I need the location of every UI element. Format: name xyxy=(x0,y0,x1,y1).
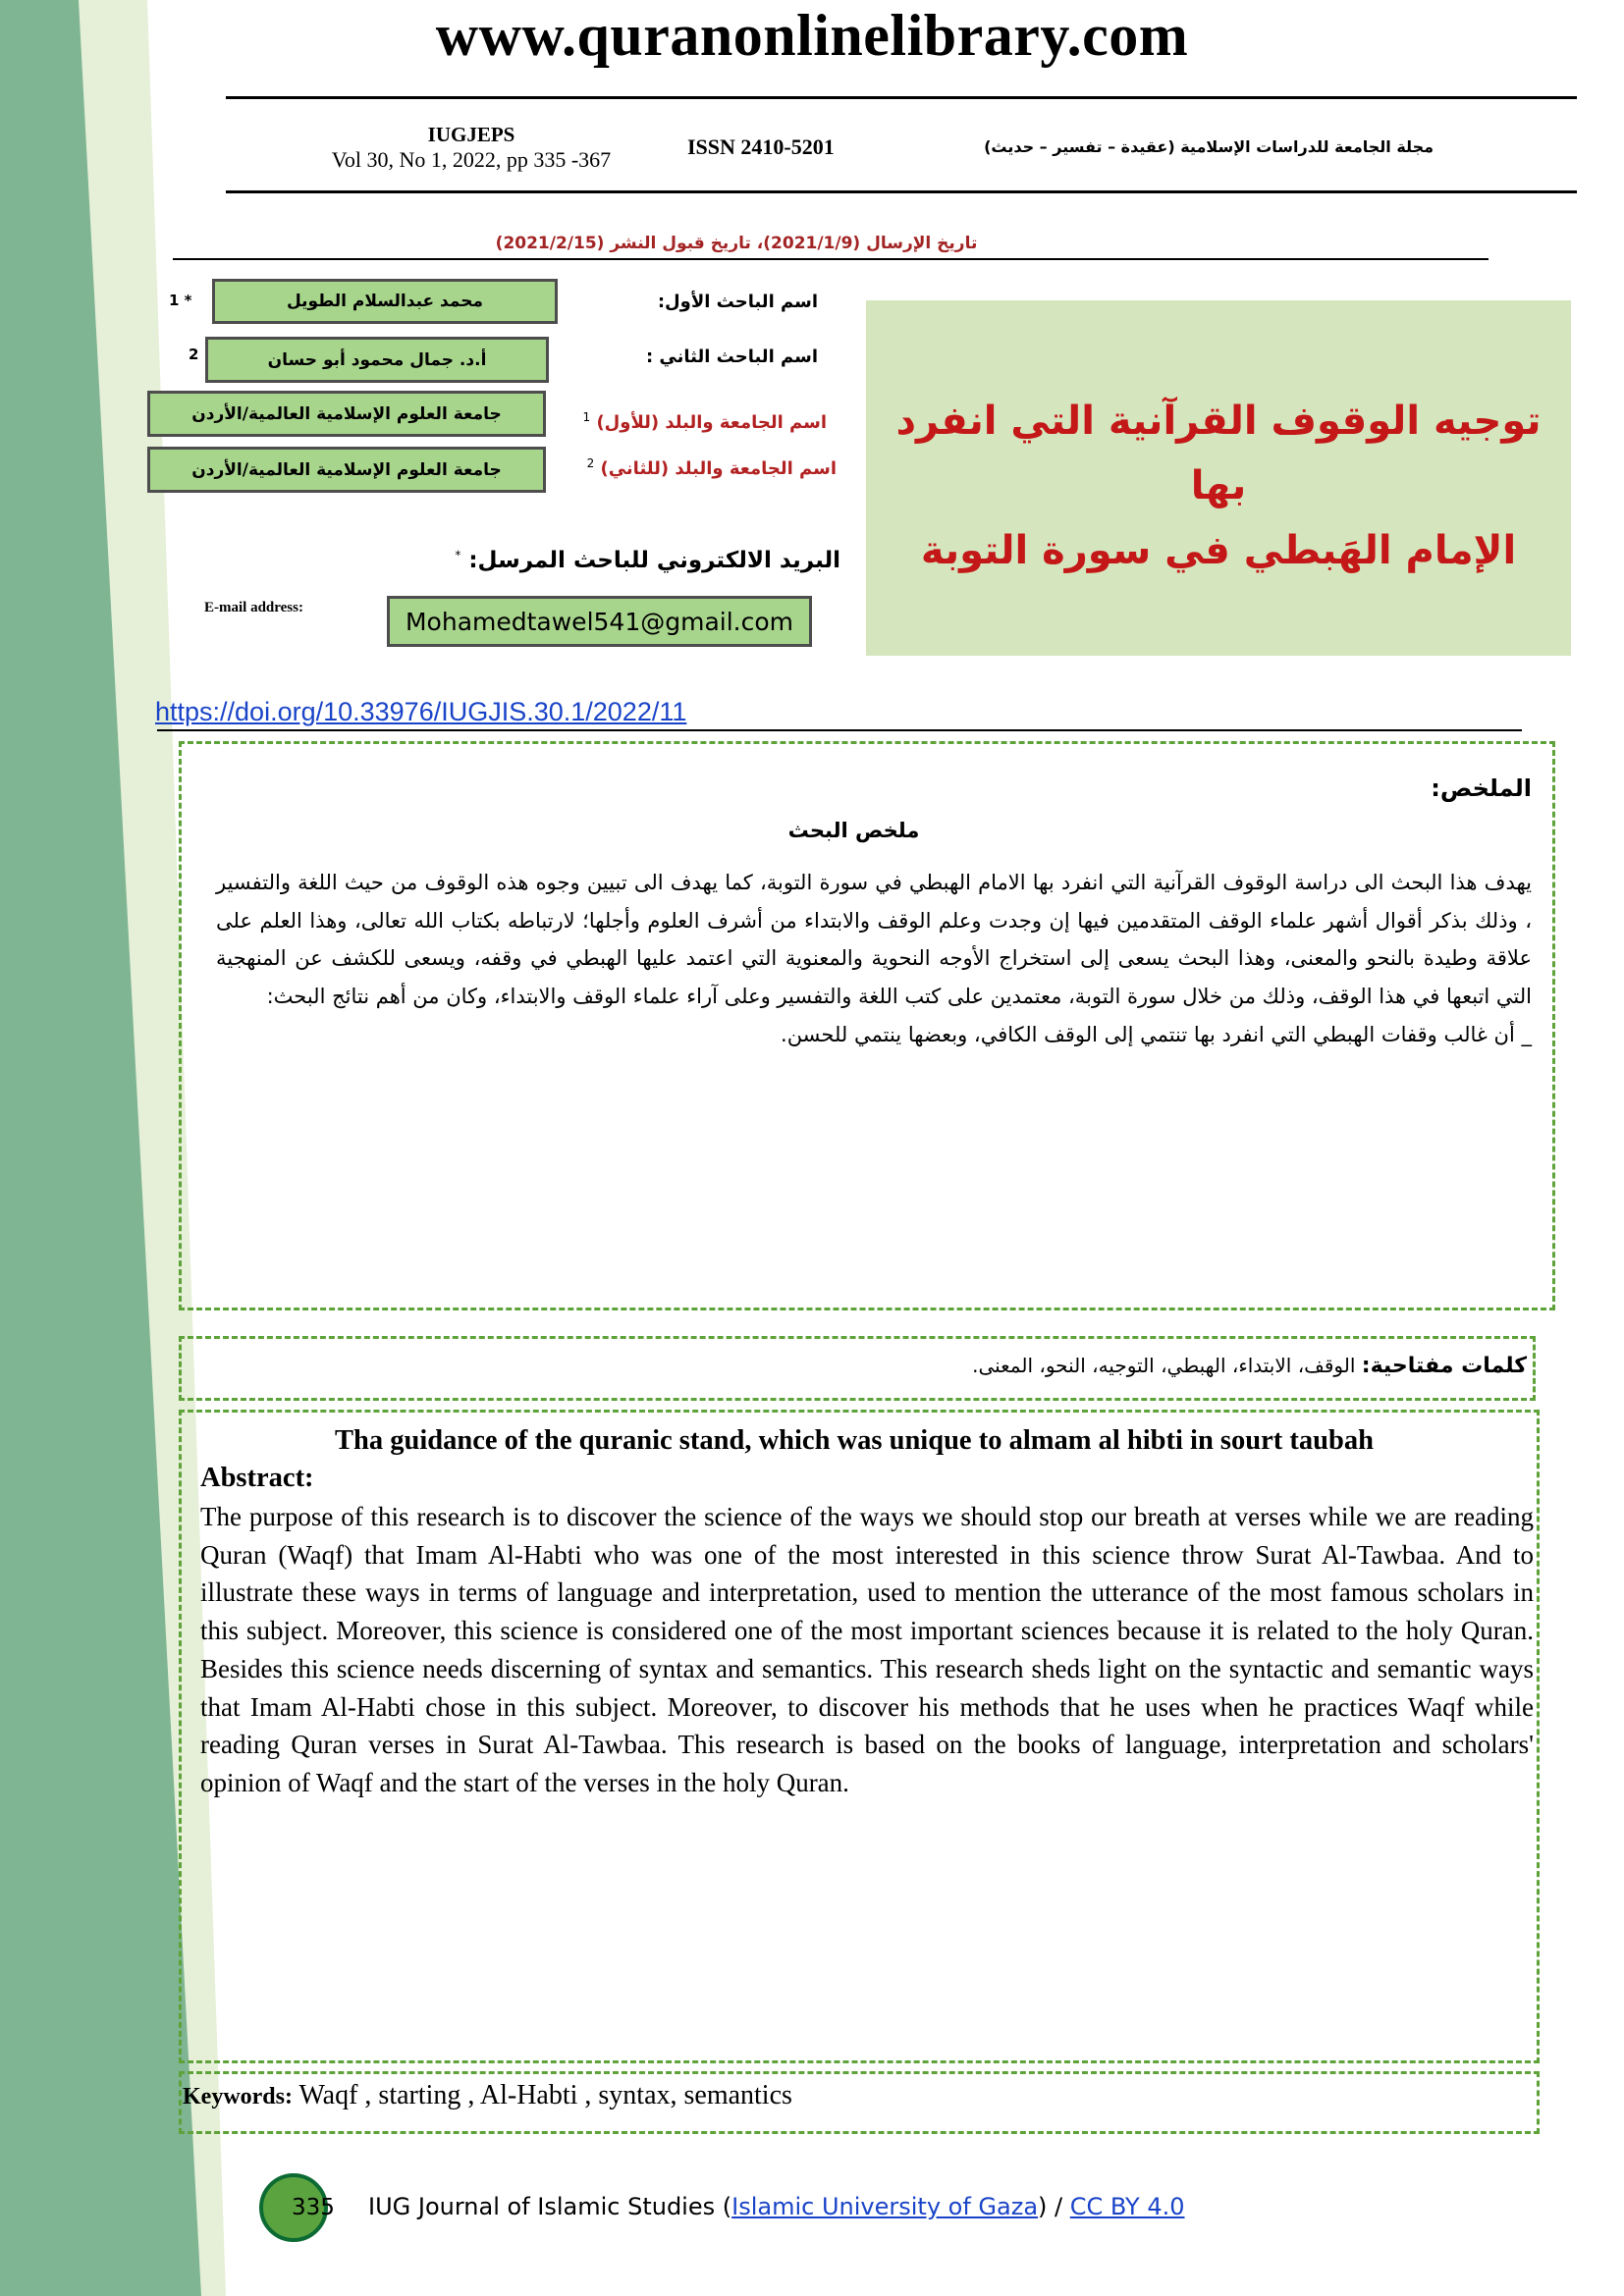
first-author-name: محمد عبدالسلام الطويل xyxy=(212,279,558,324)
first-university-sup: 1 xyxy=(582,410,591,424)
footer-journal: IUG Journal of Islamic Studies ( xyxy=(368,2193,732,2220)
issn: ISSN 2410-5201 xyxy=(687,134,835,159)
footer-text xyxy=(368,2193,1185,2220)
article-title-ar xyxy=(866,389,1571,583)
arabic-abstract-heading: الملخص: xyxy=(1431,774,1532,802)
author-email[interactable]: Mohamedtawel541@gmail.com xyxy=(387,596,812,647)
footer-university-link[interactable]: Islamic University of Gaza xyxy=(731,2193,1039,2220)
arabic-keywords-value: الوقف، الابتداء، الهبطي، التوجيه، النحو، المعنى. xyxy=(972,1354,1356,1377)
page-number: 335 xyxy=(292,2195,335,2220)
english-abstract-heading: Abstract: xyxy=(200,1463,314,1493)
site-url: www.quranonlinelibrary.com xyxy=(435,3,1189,68)
second-university-label xyxy=(587,456,837,479)
second-author-name: أ.د. جمال محمود أبو حسان xyxy=(205,337,549,383)
arabic-abstract-subheading: ملخص البحث xyxy=(787,819,920,842)
first-author-mark: 1 * xyxy=(169,292,192,309)
english-abstract-body: The purpose of this research is to discover the science of the ways we should stop our breath at verses while we are reading Quran (Waqf) that Imam Al-Habti who was one of the most interested in this science throw Surat Al-Tawbaa. And to illustrate these ways in terms of language and interpretation, used to mention the utterance of the most famous scholars in this subject. Moreover, this science is considered one of the most important sciences because it is related to the holy Quran. Besides this science needs discerning of syntax and semantics. This research sheds light on the syntactic and semantic ways that Imam Al-Habti chose in this subject. Moreover, to discover his methods that he uses when he practices Waqf while reading Quran verses in Surat Al-Tawbaa. This research is based on the books of language, interpretation and scholars' opinion of Waqf and the start of the verses in the holy Quran. xyxy=(200,1502,1534,1797)
email-label: E-mail address: xyxy=(204,600,303,615)
doi-rule xyxy=(157,729,1522,731)
english-keywords-value: Waqf , starting , Al-Habti , syntax, semantics xyxy=(298,2080,792,2110)
email-heading-text: البريد الالكتروني للباحث المرسل: xyxy=(468,548,840,573)
second-author-mark: 2 xyxy=(189,346,199,363)
first-university-label xyxy=(583,410,827,433)
journal-abbr: IUGJEPS xyxy=(427,123,515,146)
second-author-label: اسم الباحث الثاني : xyxy=(645,347,818,367)
email-heading-star: * xyxy=(455,548,461,562)
title-line-1: توجيه الوقوف القرآنية التي انفرد بها xyxy=(895,399,1542,508)
footer-license-link[interactable]: CC BY 4.0 xyxy=(1069,2193,1185,2220)
submission-dates: تاريخ الإرسال (2021/1/9)، تاريخ قبول النشر (2021/2/15) xyxy=(495,234,978,253)
arabic-abstract-text: يهدف هذا البحث الى دراسة الوقوف القرآنية التي انفرد بها الامام الهبطي في سورة التوبة، كما يهدف الى تبيين وجوه هذه الوقوف من حيث اللغة والتفسير ، وذلك بذكر أقوال أشهر علماء الوقف المتقدمين فيها إن وجدت وعلم الوقف والابتداء من أشرف العلوم وأجلها؛ لارتباطه بكتاب الله تعالى، وهذا العلم على علاقة وطيدة بالنحو والمعنى، وهذا البحث يسعى إلى استخراج الأوجه النحوية والمعنوية التي اعتمد عليها الهبطي في وقفه، ويسعى للكشف عن المنهجية التي اتبعها في هذا الوقف، وذلك من خلال سورة التوبة، معتمدين على كتب اللغة والتفسير وعلى آراء علماء الوقف والابتداء، وكان من أهم نتائج البحث: xyxy=(216,871,1532,1009)
second-university-value: جامعة العلوم الإسلامية العالمية/الأردن xyxy=(147,447,546,493)
journal-citation xyxy=(295,122,648,172)
doi-link[interactable]: https://doi.org/10.33976/IUGJIS.30.1/2022/11 xyxy=(155,697,687,726)
header-top-rule xyxy=(226,96,1577,99)
footer-separator: ) / xyxy=(1038,2193,1070,2220)
arabic-abstract-result: _ أن غالب وقفات الهبطي التي انفرد بها تنتمي إلى الوقف الكافي، وبعضها ينتمي للحسن. xyxy=(781,1022,1532,1046)
arabic-abstract-body xyxy=(216,864,1532,1054)
second-university-label-text: اسم الجامعة والبلد (للثاني) xyxy=(600,458,837,479)
arabic-keywords-label: كلمات مفتاحية: xyxy=(1361,1354,1527,1378)
first-university-label-text: اسم الجامعة والبلد (للأول) xyxy=(596,412,827,433)
dates-rule xyxy=(173,258,1489,260)
email-heading xyxy=(455,548,840,573)
journal-volume: Vol 30, No 1, 2022, pp 335 -367 xyxy=(331,147,612,172)
first-university-value: جامعة العلوم الإسلامية العالمية/الأردن xyxy=(147,391,546,437)
journal-name-ar: مجلة الجامعة للدراسات الإسلامية (عقيدة – تفسير – حديث) xyxy=(984,137,1434,156)
english-title: Tha guidance of the quranic stand, which was unique to almam al hibti in sourt taubah xyxy=(335,1425,1374,1456)
second-university-sup: 2 xyxy=(586,456,595,470)
title-line-2: الإمام الهَبطي في سورة التوبة xyxy=(920,528,1517,573)
title-panel xyxy=(866,300,1571,656)
english-keywords-label: Keywords: xyxy=(183,2084,293,2109)
header-bottom-rule xyxy=(226,190,1577,193)
english-keywords xyxy=(183,2080,792,2111)
first-author-label: اسم الباحث الأول: xyxy=(657,292,818,312)
arabic-keywords xyxy=(589,1354,1527,1378)
